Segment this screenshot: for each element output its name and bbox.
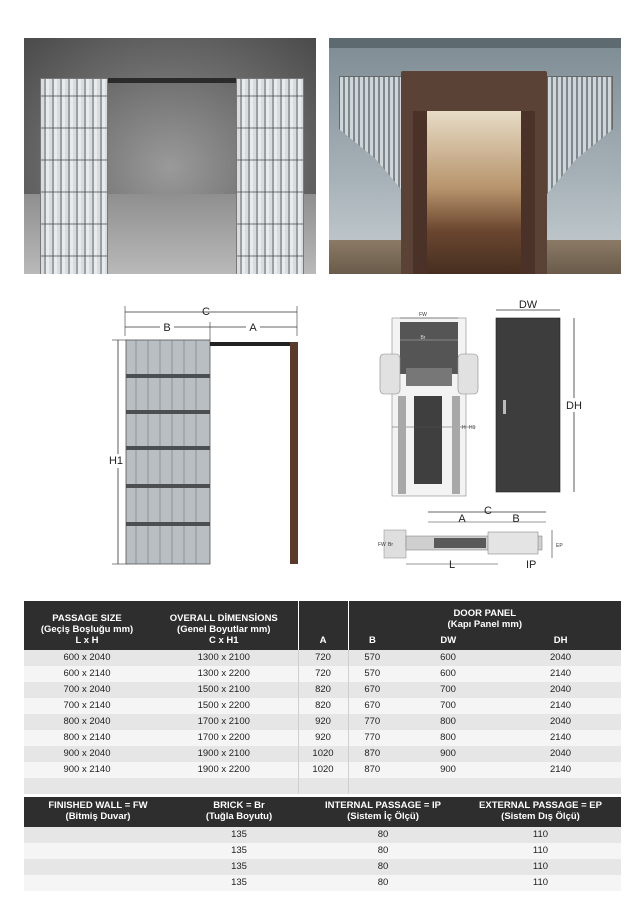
b-header: B xyxy=(369,635,376,646)
dimensions-table-header xyxy=(24,601,621,650)
overall-dimensions-header: OVERALL DİMENSİONS (Genel Boyutlar mm) C x H1 xyxy=(150,601,298,650)
right-mesh xyxy=(547,76,613,194)
table-row-empty xyxy=(24,778,621,794)
dim-b-label: B xyxy=(163,322,171,334)
top-rail xyxy=(210,342,296,346)
table-row: 135 80 110 xyxy=(24,843,621,859)
door-rail xyxy=(108,78,236,83)
right-cassette xyxy=(236,78,304,274)
dh-header: DH xyxy=(553,635,568,646)
plan-ip-label: IP xyxy=(526,559,537,571)
left-mesh xyxy=(339,76,405,194)
plan-ep-label: EP xyxy=(556,543,563,549)
section-h1-label: H1 xyxy=(469,425,476,431)
table-row: 135 80 110 xyxy=(24,875,621,891)
plan-b-label: B xyxy=(512,513,520,525)
door-frame xyxy=(401,71,547,274)
door-panel-header: DOOR PANEL (Kapı Panel mm) B DW DH xyxy=(348,601,621,650)
table-row: 800 x 2040 1700 x 2100 920 770 800 2040 xyxy=(24,714,621,730)
dim-dw-label: DW xyxy=(518,299,538,311)
a-header: A xyxy=(298,601,348,650)
table-row: 135 80 110 xyxy=(24,827,621,843)
section-and-panel-diagram xyxy=(376,296,596,580)
kitchen-view xyxy=(423,111,525,274)
finished-wall-header: FINISHED WALL = FW (Bitmiş Duvar) xyxy=(24,797,172,827)
left-cassette xyxy=(40,78,108,274)
external-passage-header: EXTERNAL PASSAGE = EP (Sistem Dış Ölçü) xyxy=(460,797,621,827)
plan-br-label: Br xyxy=(388,542,393,548)
cassette-system-photo xyxy=(24,38,316,274)
table-row: 900 x 2040 1900 x 2100 1020 870 900 2040 xyxy=(24,746,621,762)
plan-l-label: L xyxy=(448,559,456,571)
plan-fw-label: FW xyxy=(378,542,386,548)
brick-header: BRICK = Br (Tuğla Boyutu) xyxy=(172,797,306,827)
plan-c-label: C xyxy=(484,505,492,517)
dim-h1-label: H1 xyxy=(108,455,124,467)
installed-door-photo xyxy=(329,38,621,274)
dim-dh-label: DH xyxy=(566,400,582,412)
table-row: 600 x 2040 1300 x 2100 720 570 600 2040 xyxy=(24,650,621,666)
section-h-label: H xyxy=(462,425,466,431)
passage-size-header: PASSAGE SIZE (Geçiş Boşluğu mm) L x H xyxy=(24,601,150,650)
section-fw-label: FW xyxy=(419,312,427,318)
front-elevation-diagram xyxy=(100,300,310,572)
door-leaf-left xyxy=(413,111,427,274)
table-row: 800 x 2140 1700 x 2200 920 770 800 2140 xyxy=(24,730,621,746)
wall-band xyxy=(329,38,621,48)
table-row: 700 x 2040 1500 x 2100 820 670 700 2040 xyxy=(24,682,621,698)
wall-finish-table-header xyxy=(24,797,621,827)
table-row: 900 x 2140 1900 x 2200 1020 870 900 2140 xyxy=(24,762,621,778)
table-row: 700 x 2140 1500 x 2200 820 670 700 2140 xyxy=(24,698,621,714)
door-jamb xyxy=(290,342,298,564)
internal-passage-header: INTERNAL PASSAGE = IP (Sistem İç Ölçü) xyxy=(306,797,460,827)
dw-header: DW xyxy=(440,635,457,646)
table-row: 600 x 2140 1300 x 2200 720 570 600 2140 xyxy=(24,666,621,682)
section-br-label: Br xyxy=(420,335,426,341)
dim-a-label: A xyxy=(249,322,257,334)
cassette-body xyxy=(126,340,210,564)
wall-finish-table xyxy=(24,797,621,891)
dim-c-label: C xyxy=(202,306,210,318)
plan-a-label: A xyxy=(458,513,466,525)
door-leaf-right xyxy=(521,111,535,274)
table-row: 135 80 110 xyxy=(24,859,621,875)
dimensions-table xyxy=(24,601,621,794)
